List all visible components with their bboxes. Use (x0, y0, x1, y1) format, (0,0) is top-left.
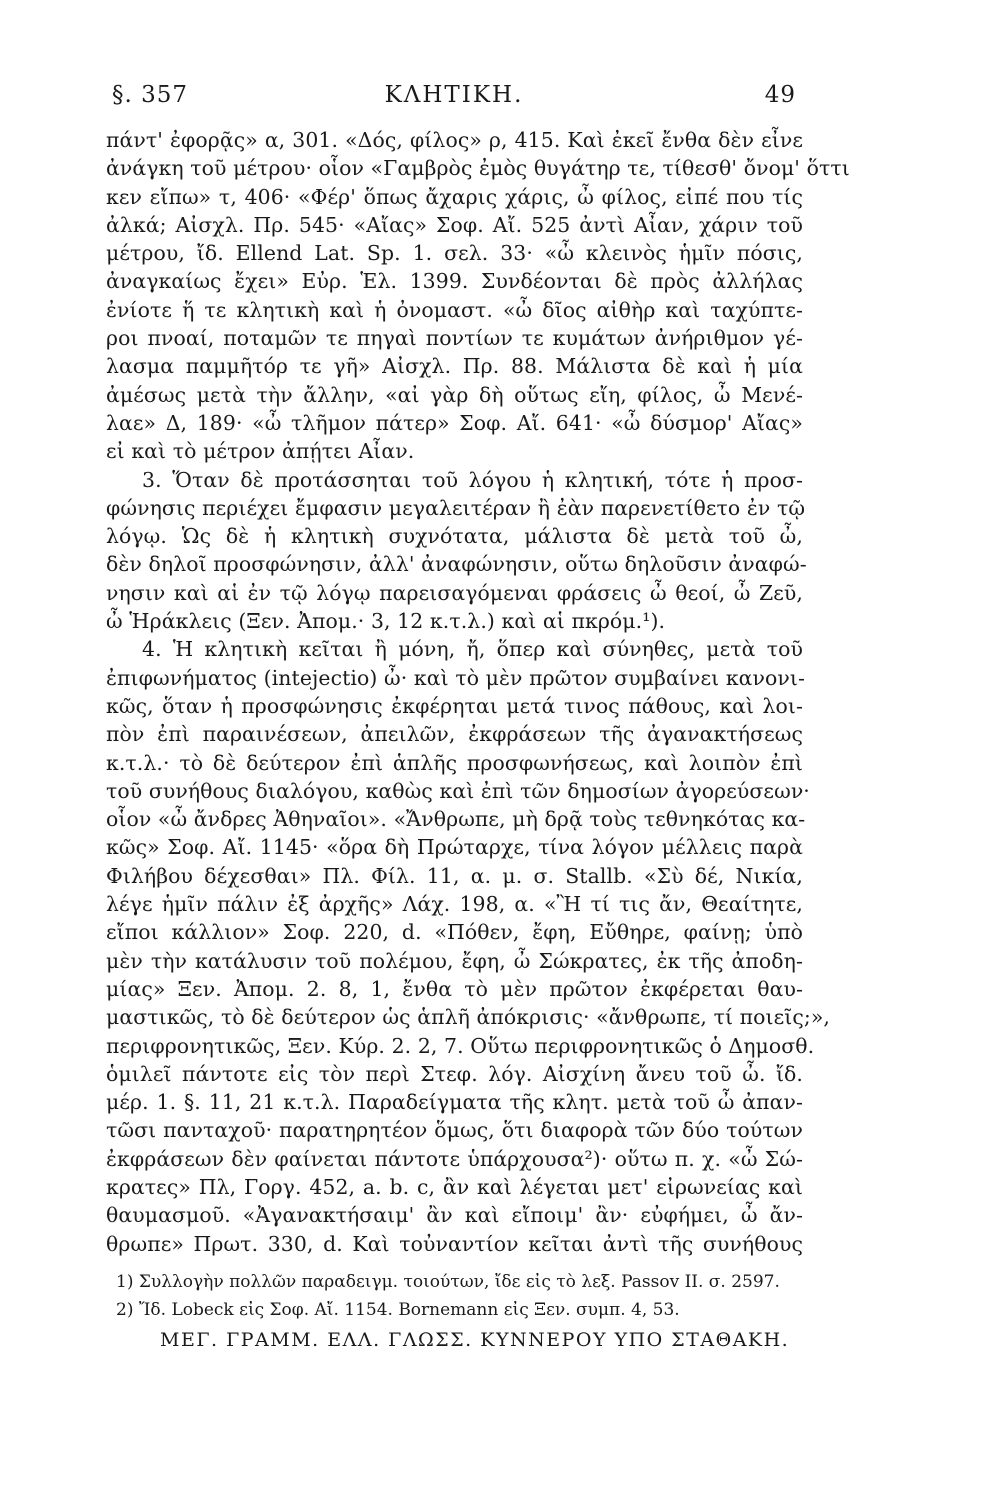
text-line: ἀλκά; Αἰσχλ. Πρ. 545· «Αἴας» Σοφ. Αἴ. 525 ἀντὶ Αἶαν, χάριν τοῦ (106, 212, 803, 237)
text-line: ἐκφράσεων δὲν φαίνεται πάντοτε ὑπάρχουσα²)· οὕτω π. χ. «ὦ Σώ- (106, 1146, 803, 1171)
text-line: ἀμέσως μετὰ τὴν ἄλλην, «αἰ γὰρ δὴ οὕτως εἴη, φίλος, ὦ Μενέ- (106, 382, 803, 407)
text-line: 3. Ὅταν δὲ προτάσσηται τοῦ λόγου ἡ κλητική, τότε ἡ προσ- (142, 467, 803, 492)
text-line: πὸν ἐπὶ παραινέσεων, ἀπειλῶν, ἐκφράσεων τῆς ἀγανακτήσεως (106, 722, 803, 747)
page-title: ΚΛΗΤΙΚΗ. (384, 82, 524, 108)
text-line: κῶς» Σοφ. Αἴ. 1145· «ὅρα δὴ Πρώταρχε, τίνα λόγον μέλλεις παρὰ (106, 835, 803, 860)
text-line: νησιν καὶ αἱ ἐν τῷ λόγῳ παρεισαγόμεναι φράσεις ὦ θεοί, ὦ Ζεῦ, (106, 580, 803, 605)
text-line: θρωπε» Πρωτ. 330, d. Καὶ τοὐναντίον κεῖται ἀντὶ τῆς συνήθους (106, 1231, 803, 1256)
text-line: κ.τ.λ.· τὸ δὲ δεύτερον ἐπὶ ἁπλῆς προσφωνήσεως, καὶ λοιπὸν ἐπὶ (106, 750, 803, 775)
text-line: δὲν δηλοῖ προσφώνησιν, ἀλλ' ἀναφώνησιν, οὕτω δηλοῦσιν ἀναφώ- (106, 552, 807, 577)
text-line: οἷον «ὦ ἄνδρες Ἀθηναῖοι». «Ἄνθρωπε, μὴ δρᾷ τοὺς τεθνηκότας κα- (106, 807, 806, 832)
text-line: ἀναγκαίως ἔχει» Εὐρ. Ἑλ. 1399. Συνδέονται δὲ πρὸς ἀλλήλας (106, 269, 803, 294)
text-line: λασμα παμμῆτόρ τε γῆ» Αἰσχλ. Πρ. 88. Μάλιστα δὲ καὶ ἡ μία (106, 354, 803, 379)
text-line: μὲν τὴν κατάλυσιν τοῦ πολέμου, ἔφη, ὦ Σώκρατες, ἐκ τῆς ἀποδη- (106, 948, 803, 973)
text-line: ὁμιλεῖ πάντοτε εἰς τὸν περὶ Στεφ. λόγ. Αἰσχίνη ἄνευ τοῦ ὦ. ἴδ. (106, 1061, 803, 1086)
text-line: μαστικῶς, τὸ δὲ δεύτερον ὡς ἁπλῆ ἀπόκρισις· «ἄνθρωπε, τί ποιεῖς;», (106, 1005, 831, 1030)
text-line: λόγῳ. Ὡς δὲ ἡ κλητικὴ συχνότατα, μάλιστα δὲ μετὰ τοῦ ὦ, (106, 524, 803, 549)
text-line: εἰ καὶ τὸ μέτρον ἀπῄτει Αἶαν. (106, 439, 415, 464)
footnotes (116, 1268, 806, 1324)
text-line: λέγε ἡμῖν πάλιν ἐξ ἀρχῆς» Λάχ. 198, α. «Ἢ τί τις ἄν, Θεαίτητε, (106, 892, 803, 917)
text-line: 4. Ἡ κλητικὴ κεῖται ἢ μόνη, ἤ, ὅπερ καὶ σύνηθες, μετὰ τοῦ (142, 637, 803, 662)
text-line: θαυμασμοῦ. «Ἀγανακτήσαιμ' ἂν καὶ εἴποιμ' ἂν· εὐφήμει, ὦ ἄν- (106, 1203, 803, 1228)
text-line: κῶς, ὅταν ἡ προσφώνησις ἐκφέρηται μετά τινος πάθους, καὶ λοι- (106, 693, 803, 718)
text-line: Φιλήβου δέχεσθαι» Πλ. Φίλ. 11, α. μ. σ. Stallb. «Σὺ δέ, Νικία, (106, 863, 803, 888)
text-line: ἀνάγκη τοῦ μέτρου· οἷον «Γαμβρὸς ἐμὸς θυγάτηρ τε, τίθεσθ' ὄνομ' ὅττι (106, 156, 850, 181)
page-number: 49 (764, 82, 796, 108)
text-line: μέτρου, ἴδ. Ellend Lat. Sp. 1. σελ. 33· «ὦ κλεινὸς ἡμῖν πόσις, (106, 241, 803, 266)
text-line: φώνησις περιέχει ἔμφασιν μεγαλειτέραν ἢ ἐὰν παρενετίθετο ἐν τῷ (106, 495, 806, 520)
text-line: κεν εἴπω» τ, 406· «Φέρ' ὅπως ἄχαρις χάρις, ὦ φίλος, εἰπέ που τίς (106, 184, 803, 209)
text-line: τῶσι πανταχοῦ· παρατηρητέον ὅμως, ὅτι διαφορὰ τῶν δύο τούτων (106, 1118, 803, 1143)
main-text (106, 126, 850, 1258)
text-line: τοῦ συνήθους διαλόγου, καθὼς καὶ ἐπὶ τῶν δημοσίων ἀγορεύσεων· (106, 778, 810, 803)
text-line: ἐνίοτε ἥ τε κλητικὴ καὶ ἡ ὀνομαστ. «ὦ δῖος αἰθὴρ καὶ ταχύπτε- (106, 297, 803, 322)
text-line: μέρ. 1. §. 11, 21 κ.τ.λ. Παραδείγματα τῆς κλητ. μετὰ τοῦ ὦ ἀπαν- (106, 1090, 803, 1115)
footnote-1: 1) Συλλογὴν πολλῶν παραδειγμ. τοιούτων, ἴδε εἰς τὸ λεξ. Passov II. σ. 2597. (116, 1272, 780, 1292)
text-line: εἴποι κάλλιον» Σοφ. 220, d. «Πόθεν, ἔφη, Εὔθηρε, φαίνῃ; ὑπὸ (106, 920, 803, 945)
text-line: ἐπιφωνήματος (intejectio) ὦ· καὶ τὸ μὲν πρῶτον συμβαίνει κανονι- (106, 665, 806, 690)
text-line: πάντ' ἐφορᾷς» α, 301. «Δός, φίλος» ρ, 415. Καὶ ἐκεῖ ἔνθα δὲν εἶνε (106, 128, 803, 152)
text-line: ὦ Ἡράκλεις (Ξεν. Ἀπομ.· 3, 12 κ.τ.λ.) καὶ αἱ πκρόμ.¹). (106, 609, 666, 634)
text-line: περιφρονητικῶς, Ξεν. Κύρ. 2. 2, 7. Οὕτω περιφρονητικῶς ὁ Δημοσθ. (106, 1033, 815, 1058)
section-number: §. 357 (112, 82, 189, 108)
text-line: κρατες» Πλ, Γοργ. 452, a. b. c, ἂν καὶ λέγεται μετ' εἰρωνείας καὶ (106, 1174, 803, 1199)
text-line: λαε» Δ, 189· «ὦ τλῆμον πάτερ» Σοφ. Αἴ. 641· «ὦ δύσμορ' Αἴας» (106, 410, 803, 435)
text-line: μίας» Ξεν. Ἀπομ. 2. 8, 1, ἔνθα τὸ μὲν πρῶτον ἐκφέρεται θαυ- (106, 976, 803, 1001)
footnote-2: 2) Ἴδ. Lobeck εἰς Σοφ. Αἴ. 1154. Bornemann εἰς Ξεν. συμπ. 4, 53. (116, 1300, 680, 1320)
printer-imprint: ΜΕΓ. ΓΡΑΜΜ. ΕΛΛ. ΓΛΩΣΣ. ΚΥΝΝΕΡΟΥ ΥΠΟ ΣΤΑΘΑΚΗ. (160, 1329, 790, 1351)
running-header (112, 82, 796, 122)
text-line: ροι πνοαί, ποταμῶν τε πηγαὶ ποντίων τε κυμάτων ἀνήριθμον γέ- (106, 326, 803, 351)
